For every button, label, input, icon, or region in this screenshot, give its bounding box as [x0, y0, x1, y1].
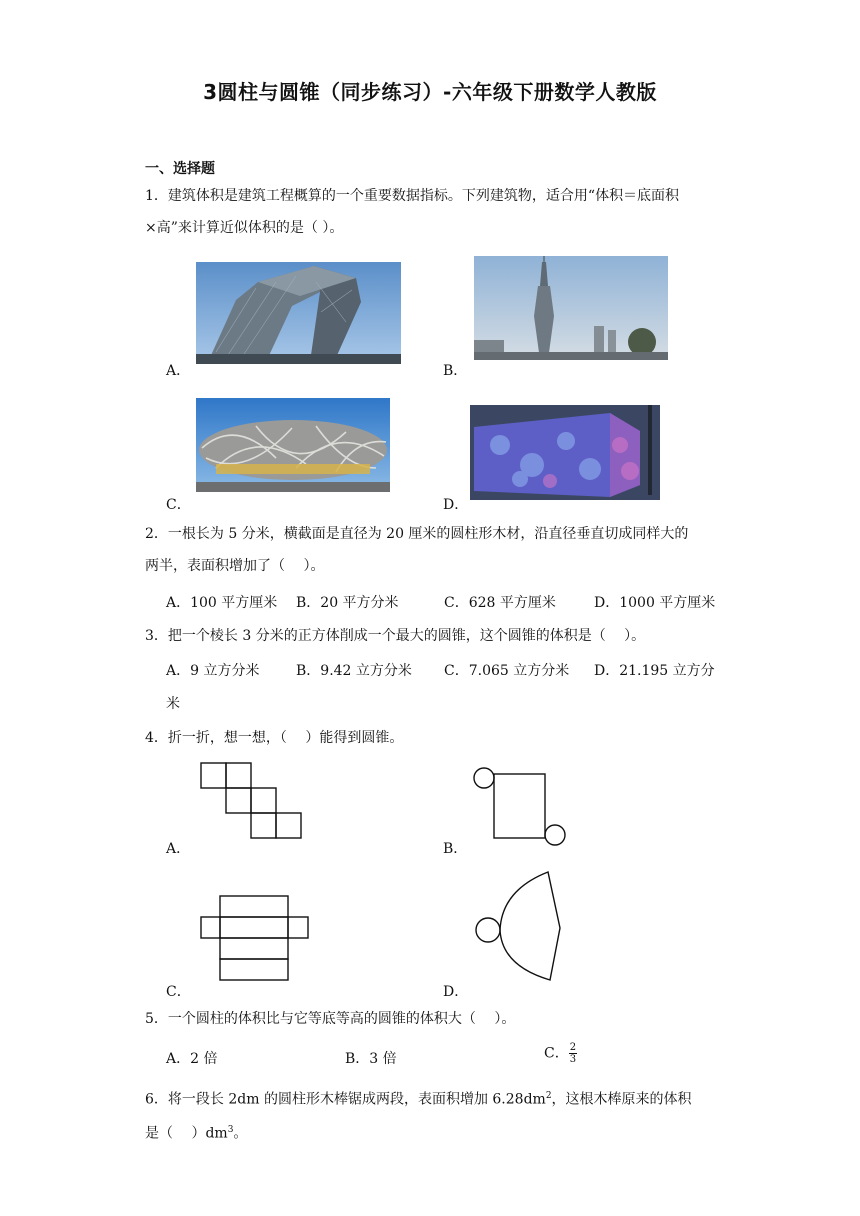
fraction-numerator: 2 — [569, 1042, 577, 1053]
q4-label-d[interactable]: D． — [443, 984, 469, 1000]
water-cube-photo — [470, 405, 660, 500]
q1-line2: ×高”来计算近似体积的是（ ）。 — [145, 220, 344, 236]
q5-line1: 5．一个圆柱的体积比与它等底等高的圆锥的体积大（ ）。 — [145, 1011, 516, 1027]
cuboid-net-figure — [200, 895, 312, 983]
q2-line2: 两半，表面积增加了（ ）。 — [145, 558, 325, 574]
q2-option-a[interactable]: A．100 平方厘米 — [166, 595, 278, 611]
fraction-denominator: 3 — [569, 1054, 577, 1065]
staircase-net-figure — [200, 762, 306, 842]
cylinder-net-figure — [472, 766, 568, 848]
q6-sup-squared: 2 — [545, 1091, 552, 1101]
q4-label-c[interactable]: C． — [166, 984, 191, 1000]
q3-option-c[interactable]: C．7.065 立方分米 — [444, 663, 570, 679]
q4-line1: 4．折一折，想一想，（ ）能得到圆锥。 — [145, 730, 404, 746]
cone-net-figure — [474, 870, 564, 984]
q1-line1: 1．建筑体积是建筑工程概算的一个重要数据指标。下列建筑物，适合用“体积＝底面积 — [145, 188, 680, 204]
q1-label-a[interactable]: A． — [166, 363, 191, 379]
q6-line2-start: 是（ ）dm — [145, 1125, 228, 1142]
q1-label-c[interactable]: C． — [166, 497, 191, 513]
q6-line1 — [145, 1086, 692, 1110]
q2-option-d[interactable]: D．1000 平方厘米 — [594, 595, 716, 611]
q6-line2-end: 。 — [233, 1125, 248, 1142]
q5-option-c[interactable] — [544, 1042, 577, 1065]
q2-option-b[interactable]: B．20 平方分米 — [296, 595, 399, 611]
q5-option-b[interactable]: B．3 倍 — [345, 1051, 397, 1067]
q6-line2 — [145, 1120, 247, 1144]
q1-label-d[interactable]: D． — [443, 497, 469, 513]
q2-option-c[interactable]: C．628 平方厘米 — [444, 595, 556, 611]
birds-nest-stadium-photo — [196, 398, 390, 492]
q6-text-start: 6．将一段长 2dm 的圆柱形木棒锯成两段，表面积增加 6.28dm — [145, 1091, 546, 1108]
q3-option-d[interactable]: D．21.195 立方分 — [594, 663, 715, 679]
q4-label-b[interactable]: B． — [443, 841, 468, 857]
q1-label-b[interactable]: B． — [443, 363, 468, 379]
q3-option-d-wrap: 米 — [166, 696, 180, 712]
q3-line1: 3．把一个棱长 3 分米的正方体削成一个最大的圆锥，这个圆锥的体积是（ ）。 — [145, 628, 646, 644]
q3-option-b[interactable]: B．9.42 立方分米 — [296, 663, 412, 679]
page-title: 3圆柱与圆锥（同步练习）-六年级下册数学人教版 — [203, 80, 657, 104]
q5-option-c-label: C． — [544, 1045, 569, 1062]
q2-line1: 2．一根长为 5 分米，横截面是直径为 20 厘米的圆柱形木材，沿直径垂直切成同样大的 — [145, 526, 689, 542]
two-thirds-fraction — [569, 1042, 577, 1065]
cctv-building-photo — [196, 262, 401, 364]
section-heading: 一、选择题 — [145, 161, 215, 177]
q3-option-a[interactable]: A．9 立方分米 — [166, 663, 260, 679]
q4-label-a[interactable]: A． — [166, 841, 191, 857]
q5-option-a[interactable]: A．2 倍 — [166, 1051, 218, 1067]
q6-sup-cubed: 3 — [227, 1125, 234, 1135]
canton-tower-photo — [474, 256, 668, 360]
q6-text-end: ，这根木棒原来的体积 — [551, 1091, 692, 1108]
